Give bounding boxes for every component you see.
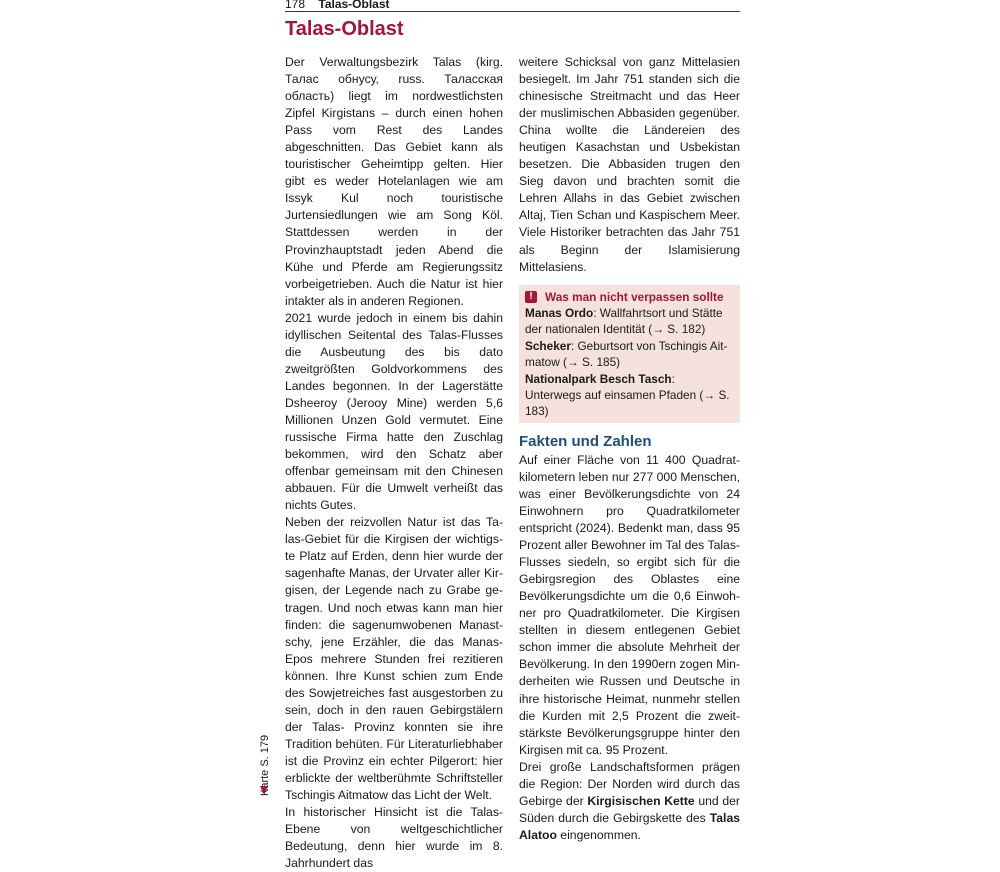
- highlight-name: Manas Ordo: [525, 306, 594, 321]
- paragraph-history: In historischer Hinsicht ist die Talas-Ebene von weltgeschichtlicher Bedeutung, denn hier wurde im 8. Jahrhundert das: [285, 805, 503, 871]
- highlight-item-besch-tasch: [525, 371, 734, 420]
- paragraph-intro: Der Verwaltungsbezirk Talas (kirg. Талас обнусу, russ. Таласская область) liegt im nordwestlichsten Zipfel Kirgistans – durch einen hohen Pass vom Rest des Landes abgeschnitten. Das Gebiet kann als touristischer Geheimtipp gelten. Hier gibt es weder Hotelanlagen wie am Issyk Kul noch touristische Jurtensiedlungen wie am Song Köl. Stattdessen werden in der Provinzhauptstadt jeden Abend die Kühe und Pferde am Regierungssitz vorbeigetrieben. Auch die Natur ist hier intakter als in anderen Regionen.: [285, 55, 503, 308]
- highlight-item-scheker: [525, 338, 734, 371]
- right-column: [519, 54, 740, 844]
- highlight-text: : Wallfahrtsort und Stätte der nationalen Identität (→ S. 182): [525, 306, 723, 337]
- paragraph-landscape: [519, 759, 740, 844]
- triangle-marker-icon: [260, 786, 268, 794]
- chapter-title: Talas-Oblast: [285, 18, 404, 40]
- landscape-text-start: Drei große Landschaftsformen prägen die Region: Der Norden wird durch das Gebirge der: [519, 759, 740, 808]
- highlight-text: : Unterwegs auf einsamen Pfaden (→ S. 183): [525, 371, 730, 419]
- page-number: 178: [285, 0, 306, 11]
- paragraph-gold-mine: 2021 wurde jedoch in einem bis dahin idyllischen Seitental des Talas-Flusses die Ausbeutung des bis dato zweitgrößten Goldvorkommens des Landes begonnen. In der Lagerstätte Dsheeroy (Jerooy Mine) werden 5,6 Millionen Unzen Gold vermutet. Eine russische Firma hatte den Zuschlag bekommen, wird den Schatz aber offenbar gemeinsam mit den Chinesen abbauen. Für die Umwelt verheißt das nichts Gutes.: [285, 310, 503, 513]
- highlight-item-manas-ordo: [525, 305, 734, 338]
- left-column: [285, 54, 503, 872]
- running-title: Talas-Oblast: [318, 0, 390, 11]
- facts-section-title: Fakten und Zahlen: [519, 432, 652, 450]
- running-header: [285, 0, 740, 12]
- paragraph-facts: Auf einer Fläche von 11 400 Quadratkilometern leben nur 277 000 Menschen, was einer Bevölkerungsdichte von 24 Einwohnern pro Quadratkilometer entspricht (2024). Bedenkt man, dass 95 Prozent aller Bewohner im Tal des Talas-Flusses siedeln, so ergibt sich für die Gebirgsregion des Oblastes eine Bevölkerungsdichte um die 0,6 Einwohner pro Quadratkilometer. Die Kirgisen stellten in diesem entlegenen Gebiet schon immer die absolute Mehrheit der Bevölkerung. In den 1990ern zogen Minderheiten wie Russen und Deutsche in ihre historische Heimat, nunmehr stellen die Kurden mit 2,5 Prozent die zweitstärkste Bevölkerungsgruppe hinter den Kirgisen mit ca. 95 Prozent.: [519, 452, 740, 757]
- map-reference-label: Karte S. 179: [259, 734, 271, 796]
- paragraph-history-continued: weitere Schicksal von ganz Mittelasien besiegelt. Im Jahr 751 standen sich die chinesische Streitmacht und das Heer der muslimischen Abbasiden gegenüber. China wollte die Ländereien des heutigen Kasachstan und Usbekistan besetzen. Die Abbasiden trugen den Sieg davon und brachten somit die Lehren Allahs in das Gebiet zwischen Altaj, Tien Schan und Kaspischem Meer. Viele Historiker betrachten das Jahr 751 als Beginn der Islamisierung Mittelasiens.: [519, 55, 740, 274]
- landscape-kirgisische-kette: Kirgisischen Kette: [587, 793, 695, 808]
- highlights-header: [525, 289, 734, 305]
- paragraph-manas: Neben der reizvollen Natur ist das Talas-Gebiet für die Kirgisen der wichtigste Platz auf Erden, denn hier wurde der sagenhafte Manas, der Urvater aller Kirgisen, der Legende nach zu Grabe getragen. Und noch etwas kann man hier finden: die sagenumwobenen Manastschy, jene Erzähler, die das Manas-Epos mehrere Stunden frei rezitieren können. Ihre Kunst schien zum Ende des Sowjetreiches fast ausgestorben zu sein, doch in den rauen Gebirgstälern der Talas- Provinz konnten sie ihre Tradition behüten. Für Literaturliebhaber ist die Provinz ein echter Pilgerort: hier erblickte der weltberühmte Schriftsteller Tschingis Aitmatow das Licht der Welt.: [285, 515, 503, 803]
- highlights-title: Was man nicht verpassen sollte: [545, 289, 724, 304]
- highlights-box: [519, 285, 740, 423]
- exclamation-icon: !: [525, 291, 537, 303]
- highlight-name: Scheker: [525, 338, 571, 353]
- landscape-text-mid: und der Süden durch die Gebirgskette des: [519, 793, 740, 825]
- map-reference[interactable]: [257, 718, 273, 796]
- highlight-text: : Geburtsort von Tschingis Aitmatow (→ S. 185): [525, 338, 728, 370]
- highlight-name: Nationalpark Besch Tasch: [525, 371, 672, 386]
- landscape-talas-alatoo: Talas Alatoo: [519, 810, 740, 842]
- landscape-text-end: eingenommen.: [556, 827, 641, 842]
